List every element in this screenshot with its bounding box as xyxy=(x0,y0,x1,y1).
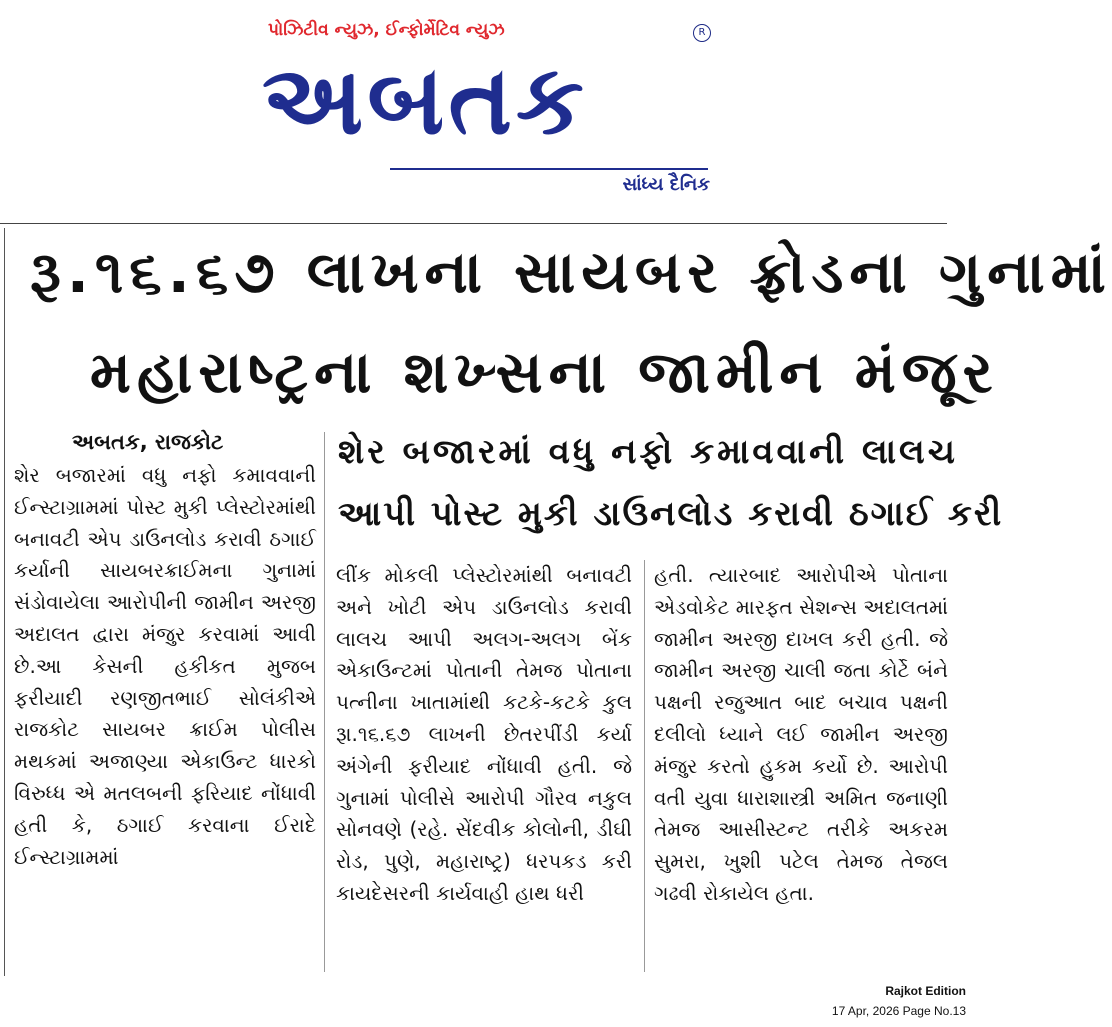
article-left-border xyxy=(4,228,5,976)
date-page-label: 17 Apr, 2026 Page No.13 xyxy=(831,1004,966,1018)
article-column-2-text: લીંક મોકલી પ્લેસ્ટોરમાંથી બનાવટી અને ખોટી એપ ડાઉનલોડ કરાવી લાલચ આપી અલગ-અલગ બેંક એકાઉન્ટમાં પોતાની તેમજ પોતાના પત્નીના ખાતામાંથી કટકે-કટકે કુલ રૂા.૧૬.૬૭ લાખની છેતરપીંડી કર્યા અંગેની ફરીયાદ નોંધાવી હતી. જે ગુનામાં પોલીસે આરોપી ગૌરવ નકુલ સોનવણે (રહે. સેંદવીક કોલોની, ડીઘી રોડ, પુણે, મહારાષ્ટ્ર) ધરપકડ કરી કાયદેસરની કાર્યવાહી હાથ ધરી xyxy=(336,563,632,905)
masthead-subtitle: સાંધ્ય દૈનિક xyxy=(622,174,710,195)
subheadline-line-2: આપી પોસ્ટ મુકી ડાઉનલોડ કરાવી ઠગાઈ કરી xyxy=(338,494,1004,534)
masthead-tagline: પોઝિટીવ ન્યુઝ, ઈન્ફોર્મેટિવ ન્યુઝ xyxy=(268,20,505,40)
article-column-1 xyxy=(14,460,316,873)
registered-trademark-icon: R xyxy=(693,24,711,42)
masthead-divider xyxy=(0,223,947,224)
column-divider xyxy=(644,560,645,972)
article-column-1-text: શેર બજારમાં વધુ નફો કમાવવાની ઈન્સ્ટાગ્રામમાં પોસ્ટ મુકી પ્લેસ્ટોરમાંથી બનાવટી એપ ડાઉનલોડ કરાવી ઠગાઈ કર્યાની સાયબરક્રાઈમના ગુનામાં સંડોવાયેલા આરોપીની જામીન અરજી અદાલત દ્વારા મંજુર કરવામાં આવી છે.આ કેસની હકીકત મુજબ ફરીયાદી રણજીતભાઈ સોલંકીએ રાજકોટ સાયબર ક્રાઈમ પોલીસ મથકમાં અજાણ્યા એકાઉન્ટ ધારકો વિરુધ્ધ એ મતલબની ફરિયાદ નોંધાવી હતી કે, ઠગાઈ કરવાના ઈરાદે ઈન્સ્ટાગ્રામમાં xyxy=(14,463,316,869)
subheadline-line-1: શેર બજારમાં વધુ નફો કમાવવાની લાલચ xyxy=(338,432,958,472)
logo-underline xyxy=(390,168,708,170)
article-column-3-text: હતી. ત્યારબાદ આરોપીએ પોતાના એડવોકેટ મારફત સેશન્સ અદાલતમાં જામીન અરજી દાખલ કરી હતી. જે જામીન અરજી ચાલી જતા કોર્ટે બંને પક્ષની રજુઆત બાદ બચાવ પક્ષની દલીલો ધ્યાને લઈ જામીન અરજી મંજુર કરતો હુકમ કર્યો છે. આરોપી વતી યુવા ધારાશાસ્ત્રી અમિત જનાણી તેમજ આસીસ્ટન્ટ તરીકે અકરમ સુમરા, ખુશી પટેલ તેમજ તેજલ ગઢવી રોકાયેલ હતા. xyxy=(654,563,948,905)
article-column-2 xyxy=(336,560,632,910)
headline-line-1: રૂ.૧૬.૬૭ લાખના સાયબર ફ્રોડના ગુનામાં xyxy=(30,238,1112,306)
headline-line-2: મહારાષ્ટ્રના શખ્સના જામીન મંજૂર xyxy=(90,338,999,406)
column-divider xyxy=(324,432,325,972)
article-dateline: અબતક, રાજકોટ xyxy=(72,430,224,454)
article-column-3 xyxy=(654,560,948,910)
edition-label: Rajkot Edition xyxy=(885,984,966,998)
newspaper-logo: અબતક xyxy=(262,44,588,156)
